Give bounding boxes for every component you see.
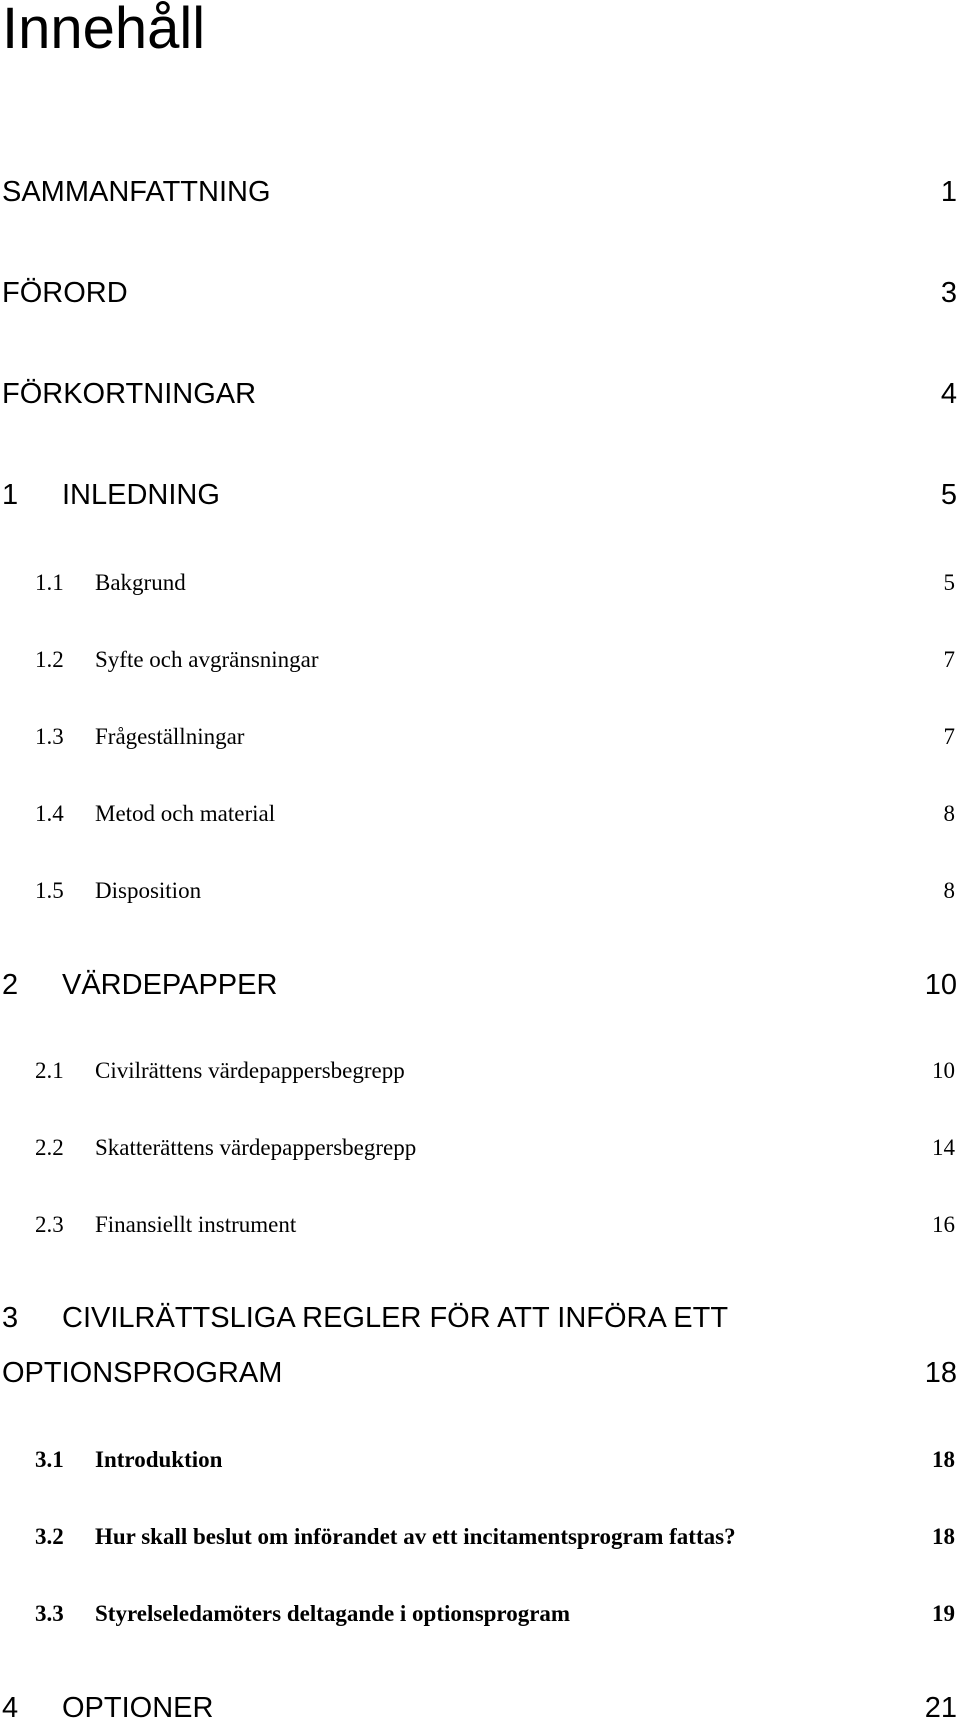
toc-entry-label: Disposition <box>95 878 202 903</box>
toc-entry-label: Metod och material <box>95 801 276 826</box>
toc-entry-number: 1.2 <box>35 647 64 672</box>
toc-entry-number: 2 <box>2 969 19 1001</box>
toc-entry-chapter-1[interactable] <box>0 475 960 515</box>
toc-entry-sammanfattning[interactable] <box>0 172 960 212</box>
toc-entry-label-line-1: CIVILRÄTTSLIGA REGLER FÖR ATT INFÖRA ETT <box>62 1302 729 1334</box>
toc-entry-number: 3 <box>2 1302 19 1334</box>
toc-entry-label: Syfte och avgränsningar <box>95 647 319 672</box>
toc-entry-label: OPTIONER <box>62 1692 214 1724</box>
toc-entry-forord[interactable] <box>0 273 960 313</box>
toc-entry-number: 1.4 <box>35 801 64 826</box>
toc-page-number: 7 <box>943 647 955 672</box>
toc-entry-label: Hur skall beslut om införandet av ett incitamentsprogram fattas? <box>95 1524 736 1549</box>
toc-page-number: 10 <box>932 1058 955 1083</box>
toc-page-number: 10 <box>924 969 957 1001</box>
toc-entry-number: 2.1 <box>35 1058 64 1083</box>
toc-entry-label: Frågeställningar <box>95 724 245 749</box>
toc-page-number: 18 <box>924 1357 957 1389</box>
toc-page-number: 7 <box>943 724 955 749</box>
toc-entry-section-3-3[interactable] <box>0 1597 960 1637</box>
toc-entry-section-3-1[interactable] <box>0 1443 960 1483</box>
toc-entry-label: Introduktion <box>95 1447 223 1472</box>
toc-page-number: 5 <box>943 570 955 595</box>
toc-entry-label: VÄRDEPAPPER <box>62 969 278 1001</box>
page-title: Innehåll <box>2 0 206 61</box>
toc-entry-number: 3.2 <box>35 1524 64 1549</box>
toc-entry-number: 3.3 <box>35 1601 64 1626</box>
toc-entry-number: 3.1 <box>35 1447 64 1472</box>
toc-page-number: 18 <box>932 1524 955 1549</box>
toc-entry-number: 1.5 <box>35 878 64 903</box>
toc-page-number: 1 <box>940 176 957 208</box>
toc-entry-section-1-3[interactable] <box>0 720 960 760</box>
toc-entry-section-1-1[interactable] <box>0 566 960 606</box>
toc-entry-chapter-3[interactable] <box>0 1298 960 1393</box>
toc-entry-section-1-2[interactable] <box>0 643 960 683</box>
toc-page-number: 18 <box>932 1447 955 1472</box>
toc-page-number: 8 <box>943 878 955 903</box>
toc-entry-number: 2.2 <box>35 1135 64 1160</box>
toc-page-number: 19 <box>932 1601 955 1626</box>
toc-entry-label: Skatterättens värdepappersbegrepp <box>95 1135 417 1160</box>
toc-entry-number: 2.3 <box>35 1212 64 1237</box>
toc-entry-label: FÖRORD <box>2 277 128 309</box>
toc-entry-label: Bakgrund <box>95 570 186 595</box>
toc-entry-label: Finansiellt instrument <box>95 1212 297 1237</box>
toc-entry-label: SAMMANFATTNING <box>2 176 271 208</box>
toc-entry-label-line-2: OPTIONSPROGRAM <box>2 1357 283 1389</box>
toc-page-number: 21 <box>924 1692 957 1724</box>
toc-page-number: 3 <box>940 277 957 309</box>
toc-page-number: 14 <box>932 1135 955 1160</box>
toc-entry-number: 1.3 <box>35 724 64 749</box>
toc-page-number: 5 <box>940 479 957 511</box>
toc-page-number: 4 <box>940 378 957 410</box>
toc-entry-label: Styrelseledamöters deltagande i optionsprogram <box>95 1601 571 1626</box>
toc-entry-section-1-4[interactable] <box>0 797 960 837</box>
toc-entry-section-2-2[interactable] <box>0 1131 960 1171</box>
toc-entry-label: INLEDNING <box>62 479 220 511</box>
toc-entry-number: 4 <box>2 1692 19 1724</box>
toc-page-number: 16 <box>932 1212 955 1237</box>
toc-entry-number: 1.1 <box>35 570 64 595</box>
toc-entry-label: FÖRKORTNINGAR <box>2 378 257 410</box>
toc-entry-number: 1 <box>2 479 19 511</box>
toc-entry-section-2-1[interactable] <box>0 1054 960 1094</box>
toc-entry-section-1-5[interactable] <box>0 874 960 914</box>
toc-entry-chapter-2[interactable] <box>0 965 960 1005</box>
toc-page-number: 8 <box>943 801 955 826</box>
toc-entry-section-2-3[interactable] <box>0 1208 960 1248</box>
toc-entry-label: Civilrättens värdepappersbegrepp <box>95 1058 405 1083</box>
toc-entry-section-3-2[interactable] <box>0 1520 960 1560</box>
toc-entry-chapter-4[interactable] <box>0 1688 960 1728</box>
toc-entry-forkortningar[interactable] <box>0 374 960 414</box>
